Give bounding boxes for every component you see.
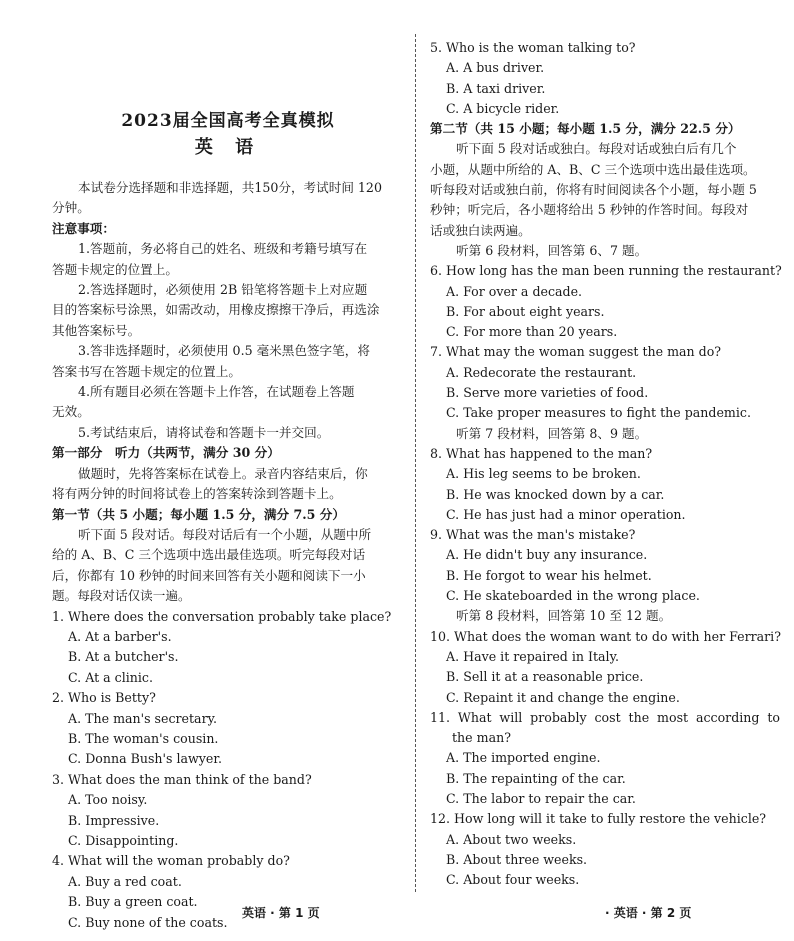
option: B. Sell it at a reasonable price. [446, 669, 644, 685]
section2-heading: 第二节（共 15 小题；每小题 1.5 分，满分 22.5 分） [430, 121, 741, 137]
option: C. A bicycle rider. [446, 100, 560, 116]
option: B. For about eight years. [446, 303, 605, 319]
option: C. Donna Bush's lawyer. [68, 751, 222, 767]
option: A. At a barber's. [68, 628, 172, 644]
material-6-note: 听第 6 段材料，回答第 6、7 题。 [456, 242, 648, 258]
right-flow [430, 38, 780, 890]
option: B. The repainting of the car. [446, 770, 626, 786]
question-11: 11. What will probably cost the most according to [430, 709, 780, 725]
option: C. About four weeks. [446, 872, 580, 888]
option: C. Buy none of the coats. [68, 914, 228, 930]
option: A. A bus driver. [446, 60, 545, 76]
section1-desc-line: 后，你都有 10 秒钟的时间来回答有关小题和阅读下一小 [52, 567, 366, 583]
section1-desc-line: 给的 A、B、C 三个选项中选出最佳选项。听完每段对话 [52, 547, 366, 563]
intro-line: 本试卷分选择题和非选择题，共150分，考试时间 120 [78, 180, 382, 195]
part1-desc-line: 将有两分钟的时间将试卷上的答案转涂到答题卡上。 [52, 486, 342, 502]
option: A. The man's secretary. [68, 710, 218, 726]
notice-line: 3.答非选择题时，必须使用 0.5 毫米黑色签字笔，将 [78, 343, 370, 359]
left-flow [52, 178, 404, 933]
notice-line: 其他答案标号。 [52, 322, 141, 338]
question-5: 5. Who is the woman talking to? [430, 40, 636, 55]
option: C. The labor to repair the car. [446, 790, 636, 806]
page-footer-1: 英语 · 第 1 页 [242, 906, 320, 920]
option: A. His leg seems to be broken. [446, 466, 641, 482]
section2-desc-line: 话或独白读两遍。 [430, 222, 531, 238]
option: B. He was knocked down by a car. [446, 486, 665, 502]
notice-line: 答题卡规定的位置上。 [52, 261, 178, 277]
notice-line: 5.考试结束后，请将试卷和答题卡一并交回。 [78, 424, 330, 440]
notice-line: 目的答案标号涂黑，如需改动，用橡皮擦擦干净后，再选涂 [52, 302, 380, 318]
option: C. He has just had a minor operation. [446, 506, 686, 522]
part1-desc-line: 做题时，先将答案标在试卷上。录音内容结束后，你 [78, 465, 368, 481]
option: B. The woman's cousin. [68, 730, 219, 746]
question-9: 9. What was the man's mistake? [430, 527, 636, 543]
option: A. For over a decade. [446, 283, 583, 299]
option: B. A taxi driver. [446, 80, 546, 96]
notice-heading: 注意事项： [52, 220, 115, 236]
notice-line: 2.答选择题时，必须使用 2B 铅笔将答题卡上对应题 [78, 282, 368, 298]
question-12: 12. How long will it take to fully restore the vehicle? [430, 811, 767, 827]
option: A. About two weeks. [446, 831, 577, 847]
question-10: 10. What does the woman want to do with her Ferrari? [430, 628, 781, 644]
option: B. Impressive. [68, 812, 160, 828]
question-3: 3. What does the man think of the band? [52, 771, 312, 787]
option: C. Take proper measures to fight the pandemic. [446, 405, 751, 421]
question-4: 4. What will the woman probably do? [52, 853, 290, 869]
option: C. At a clinic. [68, 669, 153, 685]
question-7: 7. What may the woman suggest the man do? [430, 344, 722, 360]
notice-line: 无效。 [52, 404, 90, 420]
section2-desc-line: 听每段对话或独白前，你将有时间阅读各个小题，每小题 5 [430, 182, 757, 198]
material-8-note: 听第 8 段材料，回答第 10 至 12 题。 [456, 608, 672, 624]
option: A. The imported engine. [446, 750, 601, 766]
option: C. For more than 20 years. [446, 324, 618, 340]
question-1: 1. Where does the conversation probably take place? [52, 608, 392, 624]
part1-heading: 第一部分 听力（共两节，满分 30 分） [52, 445, 280, 461]
option: C. He skateboarded in the wrong place. [446, 588, 700, 604]
question-8: 8. What has happened to the man? [430, 445, 653, 461]
option: B. Buy a green coat. [68, 894, 198, 910]
option: C. Disappointing. [68, 833, 179, 848]
column-divider [415, 34, 416, 892]
option: C. Repaint it and change the engine. [446, 689, 680, 705]
option: B. He forgot to wear his helmet. [446, 567, 652, 583]
notice-line: 4.所有题目必须在答题卡上作答，在试题卷上答题 [78, 384, 355, 400]
exam-subject: 英 语 [194, 137, 262, 158]
option: A. He didn't buy any insurance. [446, 547, 648, 563]
option: A. Buy a red coat. [68, 873, 182, 889]
intro-line: 分钟。 [52, 200, 90, 216]
option: A. Have it repaired in Italy. [446, 648, 620, 664]
section2-desc-line: 小题，从题中所给的 A、B、C 三个选项中选出最佳选项。 [430, 161, 756, 177]
section1-desc-line: 题。每段对话仅读一遍。 [52, 588, 191, 604]
notice-line: 答案书写在答题卡规定的位置上。 [52, 363, 241, 379]
section2-desc-line: 听下面 5 段对话或独白。每段对话或独白后有几个 [456, 141, 737, 157]
option: B. At a butcher's. [68, 649, 179, 665]
option: B. About three weeks. [446, 851, 588, 867]
question-2: 2. Who is Betty? [52, 690, 156, 706]
option: A. Redecorate the restaurant. [446, 364, 637, 380]
section1-desc-line: 听下面 5 段对话。每段对话后有一个小题，从题中所 [78, 526, 372, 542]
notice-line: 1.答题前，务必将自己的姓名、班级和考籍号填写在 [78, 241, 368, 257]
page-footer-2: · 英语 · 第 2 页 [605, 906, 692, 920]
exam-title: 2023届全国高考全真模拟 [121, 111, 335, 131]
section2-desc-line: 秒钟；听完后，各小题将给出 5 秒钟的作答时间。每段对 [430, 202, 749, 218]
section1-heading: 第一节（共 5 小题；每小题 1.5 分，满分 7.5 分） [52, 506, 345, 522]
question-6: 6. How long has the man been running the restaurant? [430, 263, 782, 279]
question-11-continued: the man? [452, 730, 511, 746]
material-7-note: 听第 7 段材料，回答第 8、9 题。 [456, 425, 648, 441]
option: A. Too noisy. [68, 792, 148, 808]
option: B. Serve more varieties of food. [446, 385, 649, 401]
